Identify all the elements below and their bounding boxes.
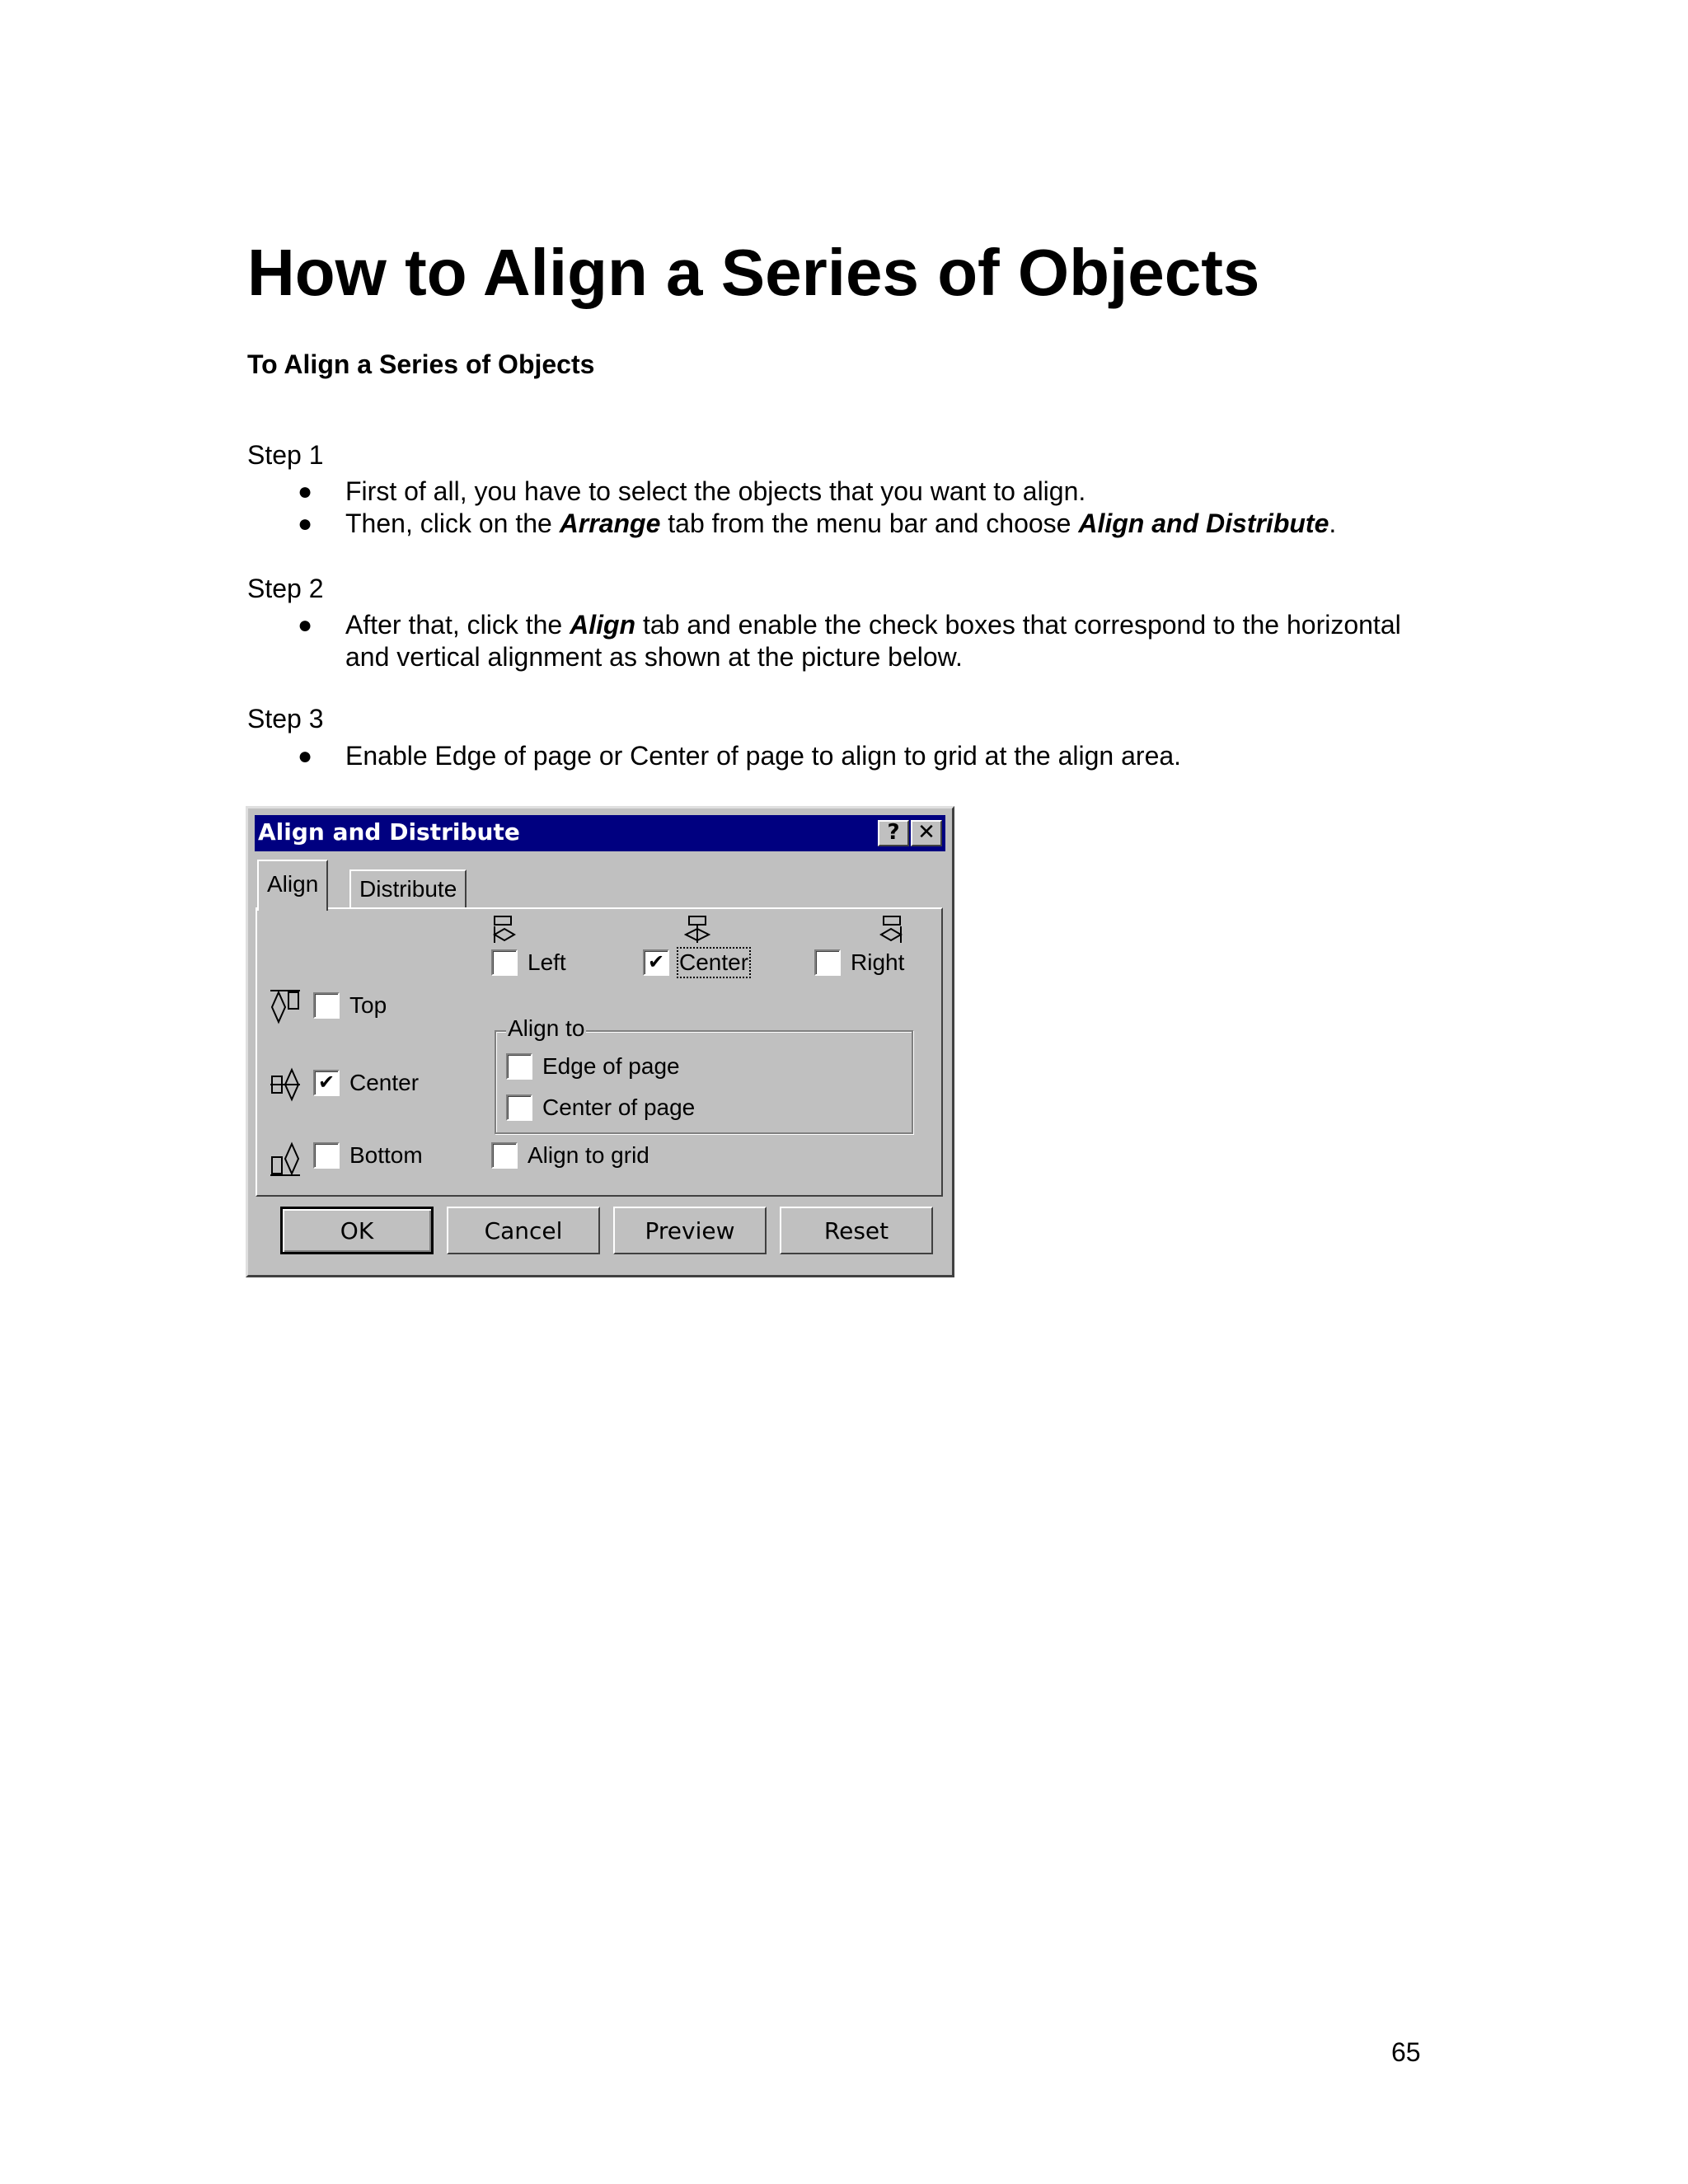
ok-button[interactable]: OK (280, 1207, 434, 1254)
checkbox-box[interactable] (506, 1053, 532, 1080)
align-to-group-label: Align to (508, 1015, 585, 1041)
checkbox-box[interactable] (814, 949, 841, 976)
align-bottom-checkbox[interactable] (313, 1142, 423, 1169)
align-left-icon (493, 915, 516, 944)
checkbox-label: Center (679, 949, 749, 975)
align-center-h-icon (684, 915, 710, 944)
checkbox-label: Center (349, 1070, 420, 1095)
align-top-checkbox[interactable] (313, 992, 387, 1019)
page-title: How to Align a Series of Objects (247, 236, 1260, 309)
step-2-list (247, 609, 1442, 673)
checkmark-icon: ✔ (317, 1071, 335, 1094)
step-3-label: Step 3 (247, 704, 324, 733)
checkbox-box[interactable] (491, 949, 518, 976)
section-subtitle: To Align a Series of Objects (247, 349, 595, 379)
checkbox-label: Edge of page (542, 1053, 680, 1079)
align-to-grid-checkbox[interactable] (491, 1142, 649, 1169)
align-center-h-checkbox[interactable] (643, 949, 748, 976)
align-top-icon (269, 989, 302, 1025)
list-item: ● Then, click on the Arrange tab from the menu bar and choose Align and Distribute. (298, 509, 1337, 538)
dialog-titlebar (255, 815, 945, 851)
checkbox-box[interactable] (506, 1094, 532, 1121)
checkbox-label: Center of page (542, 1094, 696, 1120)
align-bottom-icon (269, 1141, 302, 1177)
step-3-list (247, 740, 1442, 772)
align-right-checkbox[interactable] (814, 949, 904, 976)
center-of-page-checkbox[interactable] (506, 1094, 695, 1121)
checkbox-label: Align to grid (528, 1142, 649, 1168)
align-center-v-checkbox[interactable] (313, 1070, 419, 1096)
checkbox-box[interactable] (313, 1142, 340, 1169)
preview-button[interactable]: Preview (613, 1207, 767, 1254)
list-item: ● After that, click the Align tab and enable the check boxes that correspond to the horizontal and vertical alignment as shown at the picture below. (298, 610, 1401, 672)
checkbox-box[interactable] (313, 992, 340, 1019)
bullet-icon: ● (298, 612, 313, 639)
checkbox-label: Left (528, 949, 566, 975)
align-left-checkbox[interactable] (491, 949, 566, 976)
tab-align[interactable]: Align (257, 860, 328, 911)
checkbox-label: Bottom (349, 1142, 423, 1168)
page-number: 65 (1391, 2037, 1421, 2067)
checkbox-label: Top (349, 992, 387, 1018)
tab-distribute[interactable]: Distribute (349, 869, 467, 907)
checkbox-box[interactable] (313, 1070, 340, 1096)
list-item: ● First of all, you have to select the objects that you want to align. (298, 476, 1086, 506)
bullet-icon: ● (298, 510, 313, 537)
checkbox-label: Right (851, 949, 905, 975)
align-right-icon (879, 915, 903, 944)
cancel-button[interactable]: Cancel (447, 1207, 600, 1254)
bullet-icon: ● (298, 478, 313, 505)
checkbox-box[interactable] (643, 949, 669, 976)
step-1-label: Step 1 (247, 440, 324, 470)
dialog-title: Align and Distribute (258, 818, 520, 846)
reset-button[interactable]: Reset (780, 1207, 933, 1254)
checkmark-icon: ✔ (647, 951, 665, 973)
list-item: ● Enable Edge of page or Center of page to align to grid at the align area. (298, 741, 1182, 771)
step-2-label: Step 2 (247, 574, 324, 603)
close-button[interactable]: ✕ (911, 820, 942, 846)
edge-of-page-checkbox[interactable] (506, 1053, 680, 1080)
bullet-icon: ● (298, 743, 313, 770)
help-button[interactable]: ? (878, 820, 909, 846)
align-center-v-icon (269, 1066, 302, 1103)
checkbox-box[interactable] (491, 1142, 518, 1169)
step-1-list (247, 476, 1442, 540)
